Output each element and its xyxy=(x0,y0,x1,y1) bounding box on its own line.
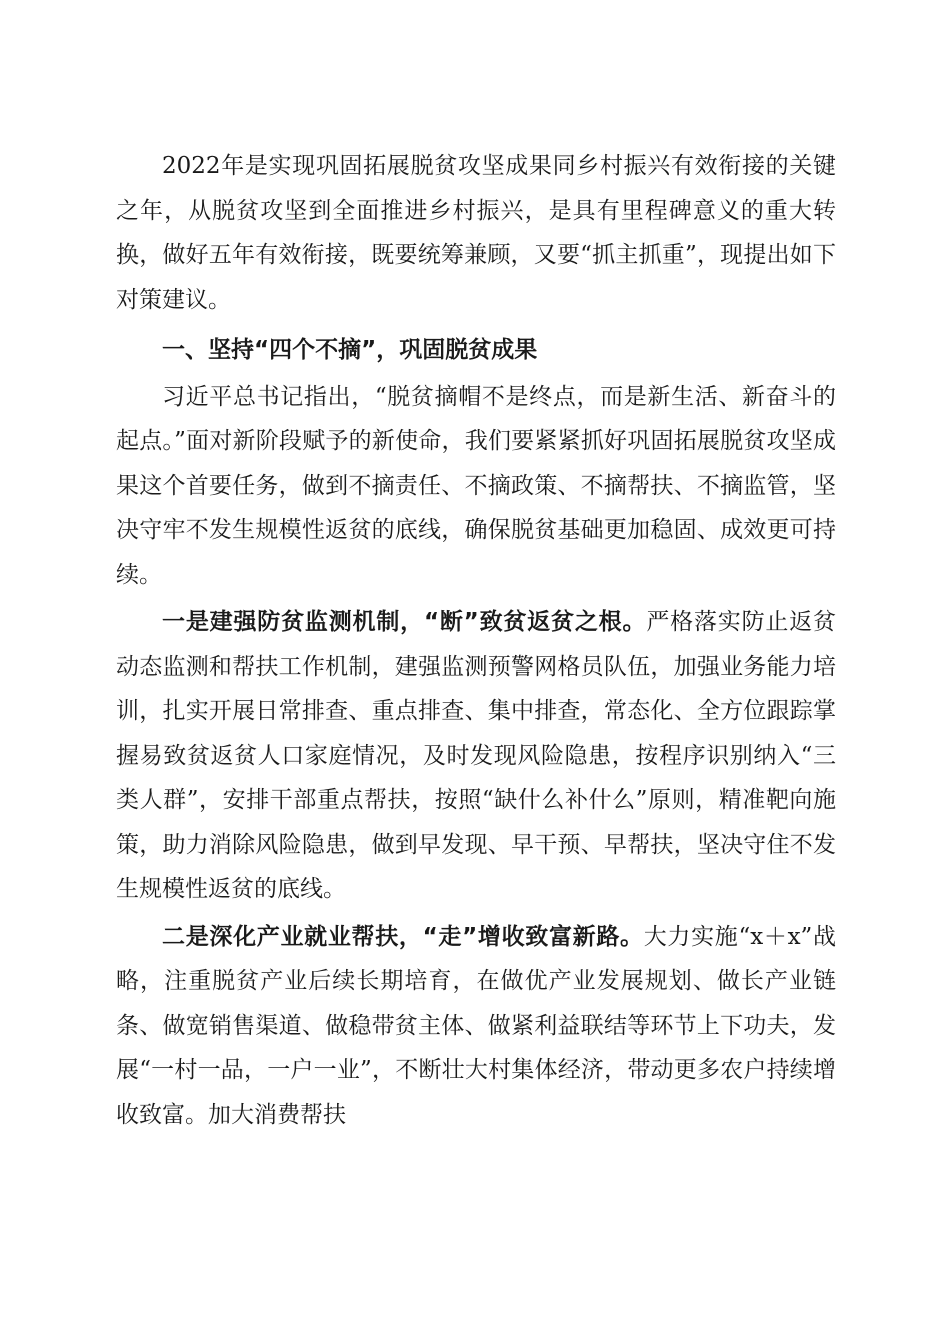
point-one-paragraph xyxy=(116,600,836,912)
point-one-lead: 一是建强防贫监测机制，“断”致贫返贫之根。 xyxy=(162,609,647,635)
section-heading: 一、坚持“四个不摘”，巩固脱贫成果 xyxy=(162,337,538,363)
section-paragraph: 习近平总书记指出，“脱贫摘帽不是终点，而是新生活、新奋斗的起点。”面对新阶段赋予的新使命，我们要紧紧抓好巩固拓展脱贫攻坚成果这个首要任务，做到不摘责任、不摘政策、不摘帮扶、不摘监管，坚决守牢不发生规模性返贫的底线，确保脱贫基础更加稳固、成效更可持续。 xyxy=(116,383,836,588)
document-body xyxy=(116,144,836,1137)
point-two-body: 大力实施“x＋x”战略，注重脱贫产业后续长期培育，在做优产业发展规划、做长产业链条、做宽销售渠道、做稳带贫主体、做紧利益联结等环节上下功夫，发展“一村一品，一户一业”，不断壮大村集体经济，带动更多农户持续增收致富。加大消费帮扶 xyxy=(116,923,837,1128)
point-two-paragraph xyxy=(116,915,836,1138)
point-two-lead: 二是深化产业就业帮扶，“走”增收致富新路。 xyxy=(162,923,644,950)
intro-paragraph: 2022年是实现巩固拓展脱贫攻坚成果同乡村振兴有效衔接的关键之年，从脱贫攻坚到全面推进乡村振兴，是具有里程碑意义的重大转换，做好五年有效衔接，既要统筹兼顾，又要“抓主抓重”，现提出如下对策建议。 xyxy=(116,153,836,313)
point-one-body: 严格落实防止返贫动态监测和帮扶工作机制，建强监测预警网格员队伍，加强业务能力培训，扎实开展日常排查、重点排查、集中排查，常态化、全方位跟踪掌握易致贫返贫人口家庭情况，及时发现风险隐患，按程序识别纳入“三类人群”，安排干部重点帮扶，按照“缺什么补什么”原则，精准靶向施策，助力消除风险隐患，做到早发现、早干预、早帮扶，坚决守住不发生规模性返贫的底线。 xyxy=(116,609,837,902)
